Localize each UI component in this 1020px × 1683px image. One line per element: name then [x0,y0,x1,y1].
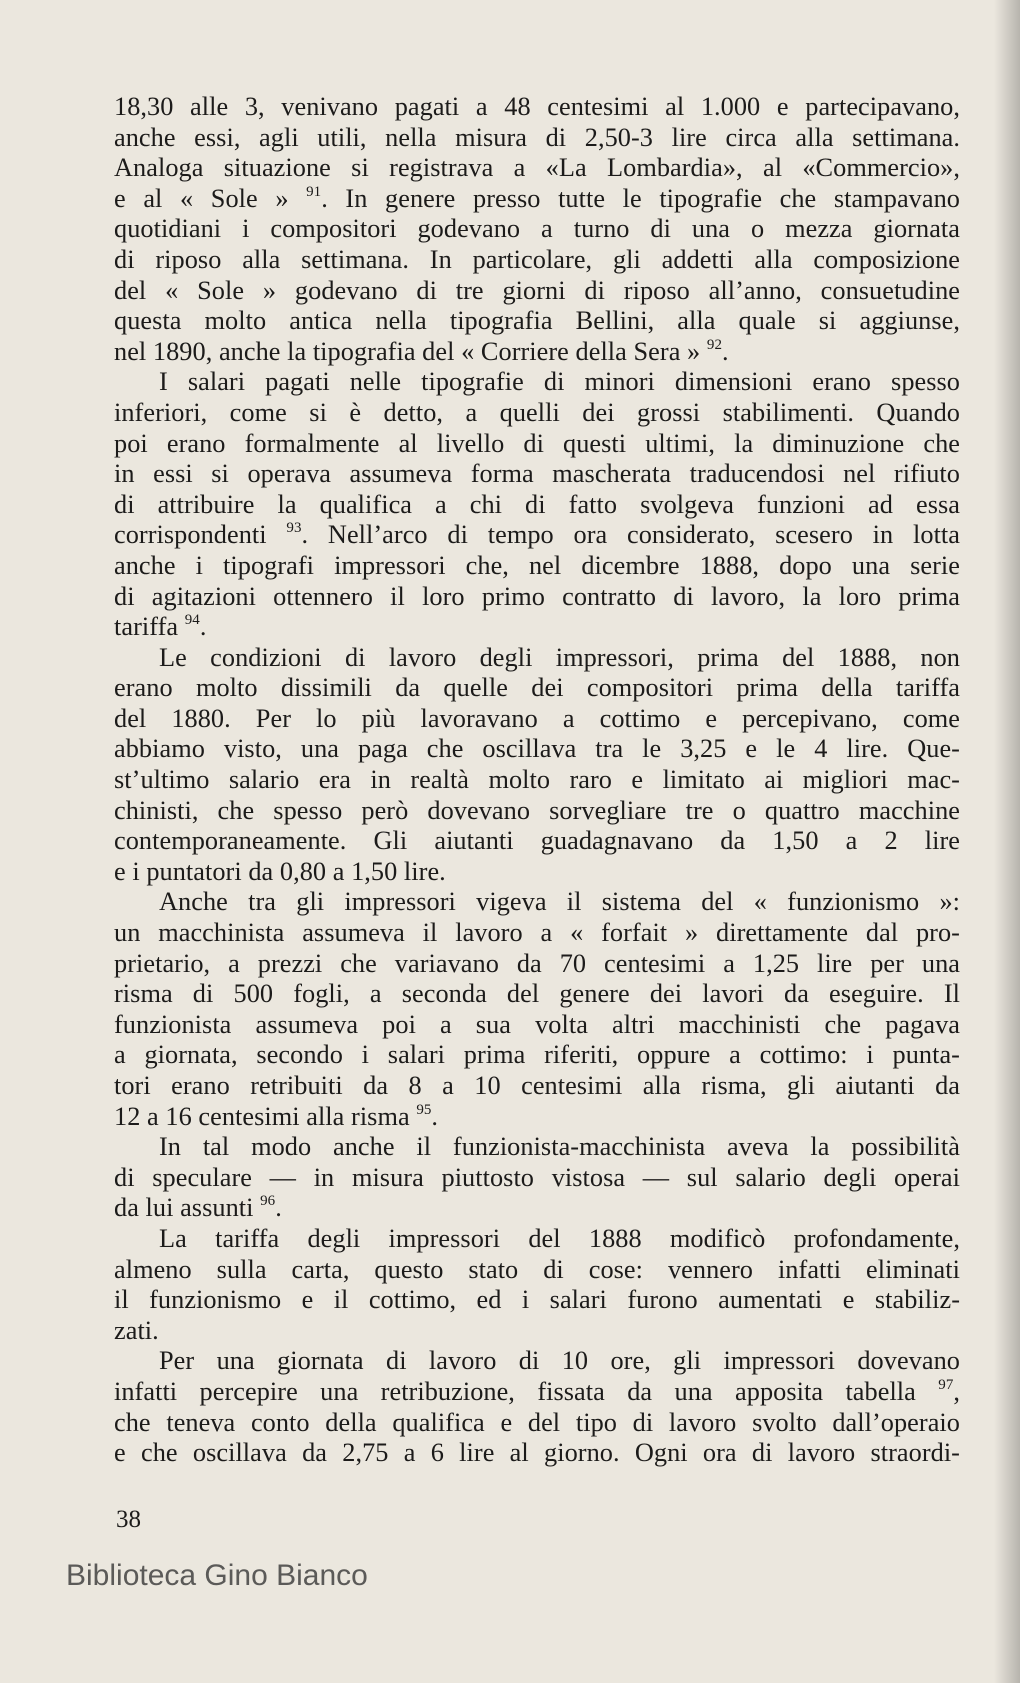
text-line [114,979,960,1010]
text-line [114,367,960,398]
text-line [114,337,960,368]
text-line [114,490,960,521]
line-text: chinisti, che spesso però dovevano sorvegliare tre o quattro macchine [114,795,960,825]
text-line [114,1071,960,1102]
line-text: zati. [114,1315,159,1345]
line-text: infatti percepire una retribuzione, fissata da una apposita tabella [114,1376,939,1406]
text-line [114,153,960,184]
line-text: di agitazioni ottennero il loro primo contratto di lavoro, la loro prima [114,581,960,611]
text-line [114,1316,960,1347]
line-text: in essi si operava assumeva forma mascherata traducendosi nel rifiuto [114,459,960,489]
line-text: I salari pagati nelle tipografie di minori dimensioni erano spesso [159,367,960,397]
line-text: anche i tipografi impressori che, nel dicembre 1888, dopo una serie [114,550,960,580]
text-line [114,1438,960,1469]
line-text: funzionista assumeva poi a sua volta altri macchinisti che pagava [114,1009,960,1039]
line-text-after-note: . [199,612,207,642]
text-line [114,643,960,674]
text-line [114,551,960,582]
line-text: 18,30 alle 3, venivano pagati a 48 centesimi al 1.000 e partecipavano, [114,92,960,121]
paragraph [114,1224,960,1346]
line-text: e i puntatori da 0,80 a 1,50 lire. [114,856,446,886]
line-text: questa molto antica nella tipografia Bellini, alla quale si aggiunse, [114,306,960,336]
page-number: 38 [116,1506,141,1533]
text-line [114,245,960,276]
line-text-after-note: . [431,1101,439,1131]
line-text: inferiori, come si è detto, a quelli dei grossi stabilimenti. Quando [114,397,960,427]
text-line [114,1163,960,1194]
line-text: da lui assunti [114,1193,261,1223]
text-line [114,704,960,735]
line-text: erano molto dissimili da quelle dei compositori prima della tariffa [114,673,960,703]
text-line [114,429,960,460]
text-line [114,1408,960,1439]
line-text-after-note: . [275,1193,282,1223]
line-text: prietario, a prezzi che variavano da 70 centesimi a 1,25 lire per una [114,948,960,978]
line-text: Anche tra gli impressori vigeva il sistema del « funzionismo »: [159,887,960,917]
text-line [114,306,960,337]
paragraph [114,643,960,888]
line-text: nel 1890, anche la tipografia del « Corriere della Sera » [114,336,707,366]
text-line [114,1102,960,1133]
library-watermark: Biblioteca Gino Bianco [66,1559,368,1592]
text-line [114,673,960,704]
text-line [114,92,960,123]
body-text [114,92,960,1469]
text-line [114,1285,960,1316]
footnote-ref: 97 [938,1376,954,1393]
text-line [114,184,960,215]
line-text: abbiamo visto, una paga che oscillava tra le 3,25 e le 4 lire. Que- [114,734,960,764]
text-line [114,1255,960,1286]
text-line [114,1132,960,1163]
text-line [114,1040,960,1071]
line-text: di attribuire la qualifica a chi di fatto svolgeva funzioni ad essa [114,489,960,519]
line-text-after-note: , [953,1376,960,1406]
line-text: tori erano retribuiti da 8 a 10 centesimi alla risma, gli aiutanti da [114,1071,960,1100]
text-line [114,1193,960,1224]
text-line [114,918,960,949]
line-text: In tal modo anche il funzionista-macchinista aveva la possibilità [159,1132,960,1162]
footnote-ref: 93 [286,520,302,537]
line-text: e che oscillava da 2,75 a 6 lire al giorno. Ogni ora di lavoro straordi- [114,1438,960,1468]
line-text: di riposo alla settimana. In particolare, gli addetti alla composizione [114,244,960,274]
line-text-after-note: . [722,336,729,366]
line-text: 12 a 16 centesimi alla risma [114,1101,417,1131]
line-text-after-note: . In genere presso tutte le tipografie che stampavano [321,183,960,213]
text-line [114,276,960,307]
line-text: il funzionismo e il cottimo, ed i salari furono aumentati e stabiliz- [114,1285,960,1315]
line-text: anche essi, agli utili, nella misura di 2,50-3 lire circa alla settimana. [114,122,960,152]
text-line [114,1346,960,1377]
line-text: di speculare — in misura piuttosto vistosa — sul salario degli operai [114,1162,960,1192]
text-line [114,857,960,888]
line-text-after-note: . Nell’arco di tempo ora considerato, scesero in lotta [301,520,960,550]
text-line [114,612,960,643]
line-text: del 1880. Per lo più lavoravano a cottimo e percepivano, come [114,703,960,733]
paragraph [114,1346,960,1468]
line-text: poi erano formalmente al livello di questi ultimi, la diminuzione che [114,428,960,458]
text-line [114,949,960,980]
footnote-ref: 92 [706,336,722,353]
text-line [114,1224,960,1255]
text-line [114,398,960,429]
line-text: a giornata, secondo i salari prima riferiti, oppure a cottimo: i punta- [114,1040,960,1070]
text-line [114,1010,960,1041]
footnote-ref: 91 [306,183,322,200]
line-text: La tariffa degli impressori del 1888 modificò profondamente, [159,1223,960,1253]
text-line [114,459,960,490]
line-text: quotidiani i compositori godevano a turno di una o mezza giornata [114,214,960,244]
line-text: Per una giornata di lavoro di 10 ore, gli impressori dovevano [159,1346,960,1376]
text-line [114,1377,960,1408]
line-text: tariffa [114,612,185,642]
paragraph [114,92,960,367]
text-line [114,214,960,245]
line-text: che teneva conto della qualifica e del tipo di lavoro svolto dall’operaio [114,1407,960,1437]
paragraph [114,887,960,1132]
line-text: Analoga situazione si registrava a «La Lombardia», al «Commercio», [114,153,960,183]
page-edge-shadow [994,0,1020,1683]
line-text: risma di 500 fogli, a seconda del genere dei lavori da eseguire. Il [114,979,960,1009]
paragraph [114,1132,960,1224]
line-text: e al « Sole » [114,183,307,213]
line-text: un macchinista assumeva il lavoro a « forfait » direttamente dal pro- [114,918,960,948]
line-text: Le condizioni di lavoro degli impressori, prima del 1888, non [159,642,960,672]
text-line [114,826,960,857]
line-text: almeno sulla carta, questo stato di cose: vennero infatti eliminati [114,1254,960,1284]
line-text: st’ultimo salario era in realtà molto raro e limitato ai migliori mac- [114,765,960,795]
line-text: del « Sole » godevano di tre giorni di riposo all’anno, consuetudine [114,275,960,305]
footnote-ref: 94 [184,612,200,629]
footnote-ref: 96 [260,1193,276,1210]
text-line [114,887,960,918]
text-line [114,734,960,765]
line-text: contemporaneamente. Gli aiutanti guadagnavano da 1,50 a 2 lire [114,826,960,856]
text-line [114,765,960,796]
paragraph [114,367,960,642]
text-line [114,796,960,827]
text-line [114,582,960,613]
line-text: corrispondenti [114,520,287,550]
footnote-ref: 95 [416,1101,432,1118]
text-line [114,520,960,551]
text-line [114,123,960,154]
